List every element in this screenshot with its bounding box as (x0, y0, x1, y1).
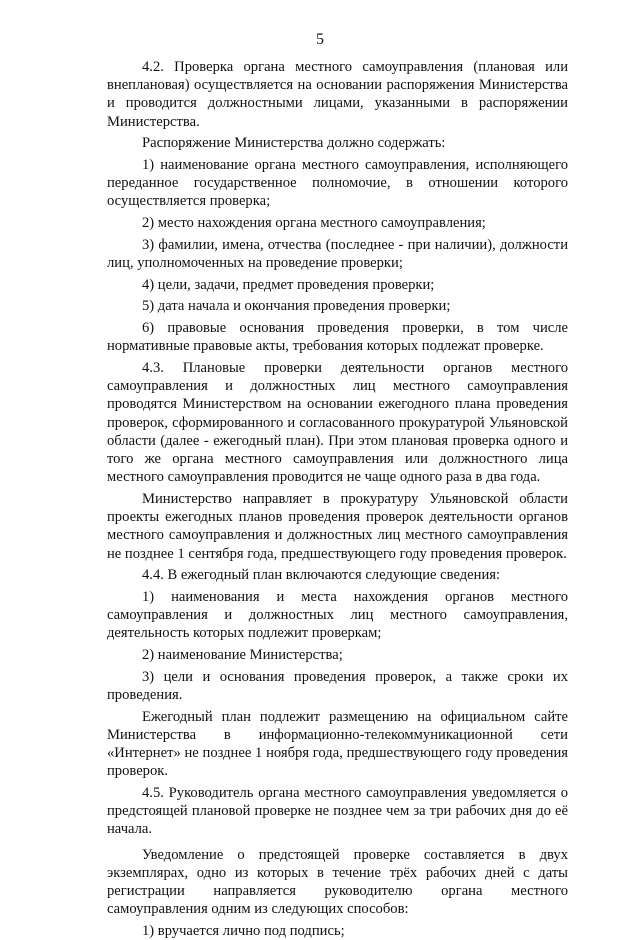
paragraph-plan-publication: Ежегодный план подлежит размещению на официальном сайте Министерства в информационно-телекоммуникационной сети «Интернет» не позднее 1 ноября года, предшествующего году проведения проверок. (107, 708, 568, 780)
list-item-6: 6) правовые основания проведения проверки, в том числе нормативные правовые акты, требования которых подлежат проверке. (107, 320, 568, 355)
paragraph-4-5: 4.5. Руководитель органа местного самоуправления уведомляется о предстоящей плановой проверке не позднее чем за три рабочих дня до её начала. (107, 785, 568, 838)
list-item-5: 5) дата начала и окончания проведения проверки; (142, 298, 451, 315)
list-item-3: 3) фамилии, имена, отчества (последнее - при наличии), должности лиц, уполномоченных на проведение проверки; (107, 236, 568, 272)
delivery-method-1: 1) вручается лично под подпись; (142, 922, 345, 939)
page-number: 5 (316, 31, 324, 48)
paragraph-ministry-sends: Министерство направляет в прокуратуру Ульяновской области проекты ежегодных планов проведения проверок деятельности органов местного самоуправления и должностных лиц местного самоуправления не позднее 1 сентября года, предшествующего году проведения проверок. (107, 490, 568, 562)
paragraph-order-contents: Распоряжение Министерства должно содержать: (142, 135, 446, 152)
list-item-4: 4) цели, задачи, предмет проведения проверки; (142, 276, 435, 293)
paragraph-notification: Уведомление о предстоящей проверке составляется в двух экземплярах, одно из которых в течение трёх рабочих дней с даты регистрации направляется руководителю органа местного самоуправления одним из следующих способов: (107, 846, 568, 918)
paragraph-4-4: 4.4. В ежегодный план включаются следующие сведения: (142, 567, 501, 584)
list-item-2: 2) место нахождения органа местного самоуправления; (142, 215, 486, 232)
plan-item-3: 3) цели и основания проведения проверок, а также сроки их проведения. (107, 668, 568, 703)
document-body (107, 58, 568, 940)
list-item-1: 1) наименование органа местного самоуправления, исполняющего переданное государственное полномочие, в отношении которого осуществляется проверка; (107, 157, 568, 210)
plan-item-1: 1) наименования и места нахождения органов местного самоуправления и должностных лиц местного самоуправления, деятельность которых подлежит проверкам; (107, 588, 568, 642)
paragraph-4-3: 4.3. Плановые проверки деятельности органов местного самоуправления и должностных лиц местного самоуправления проводятся Министерством на основании ежегодного плана проведения проверок, сформированного и согласованного прокуратурой Ульяновской области (далее - ежегодный план). При этом плановая проверка одного и того же органа местного самоуправления или должностного лица местного самоуправления проводится не чаще одного раза в два года. (107, 360, 568, 486)
paragraph-4-2: 4.2. Проверка органа местного самоуправления (плановая или внеплановая) осуществляется на основании распоряжения Министерства и проводится должностными лицами, указанными в распоряжении Министерства. (107, 59, 568, 130)
plan-item-2: 2) наименование Министерства; (142, 647, 343, 664)
